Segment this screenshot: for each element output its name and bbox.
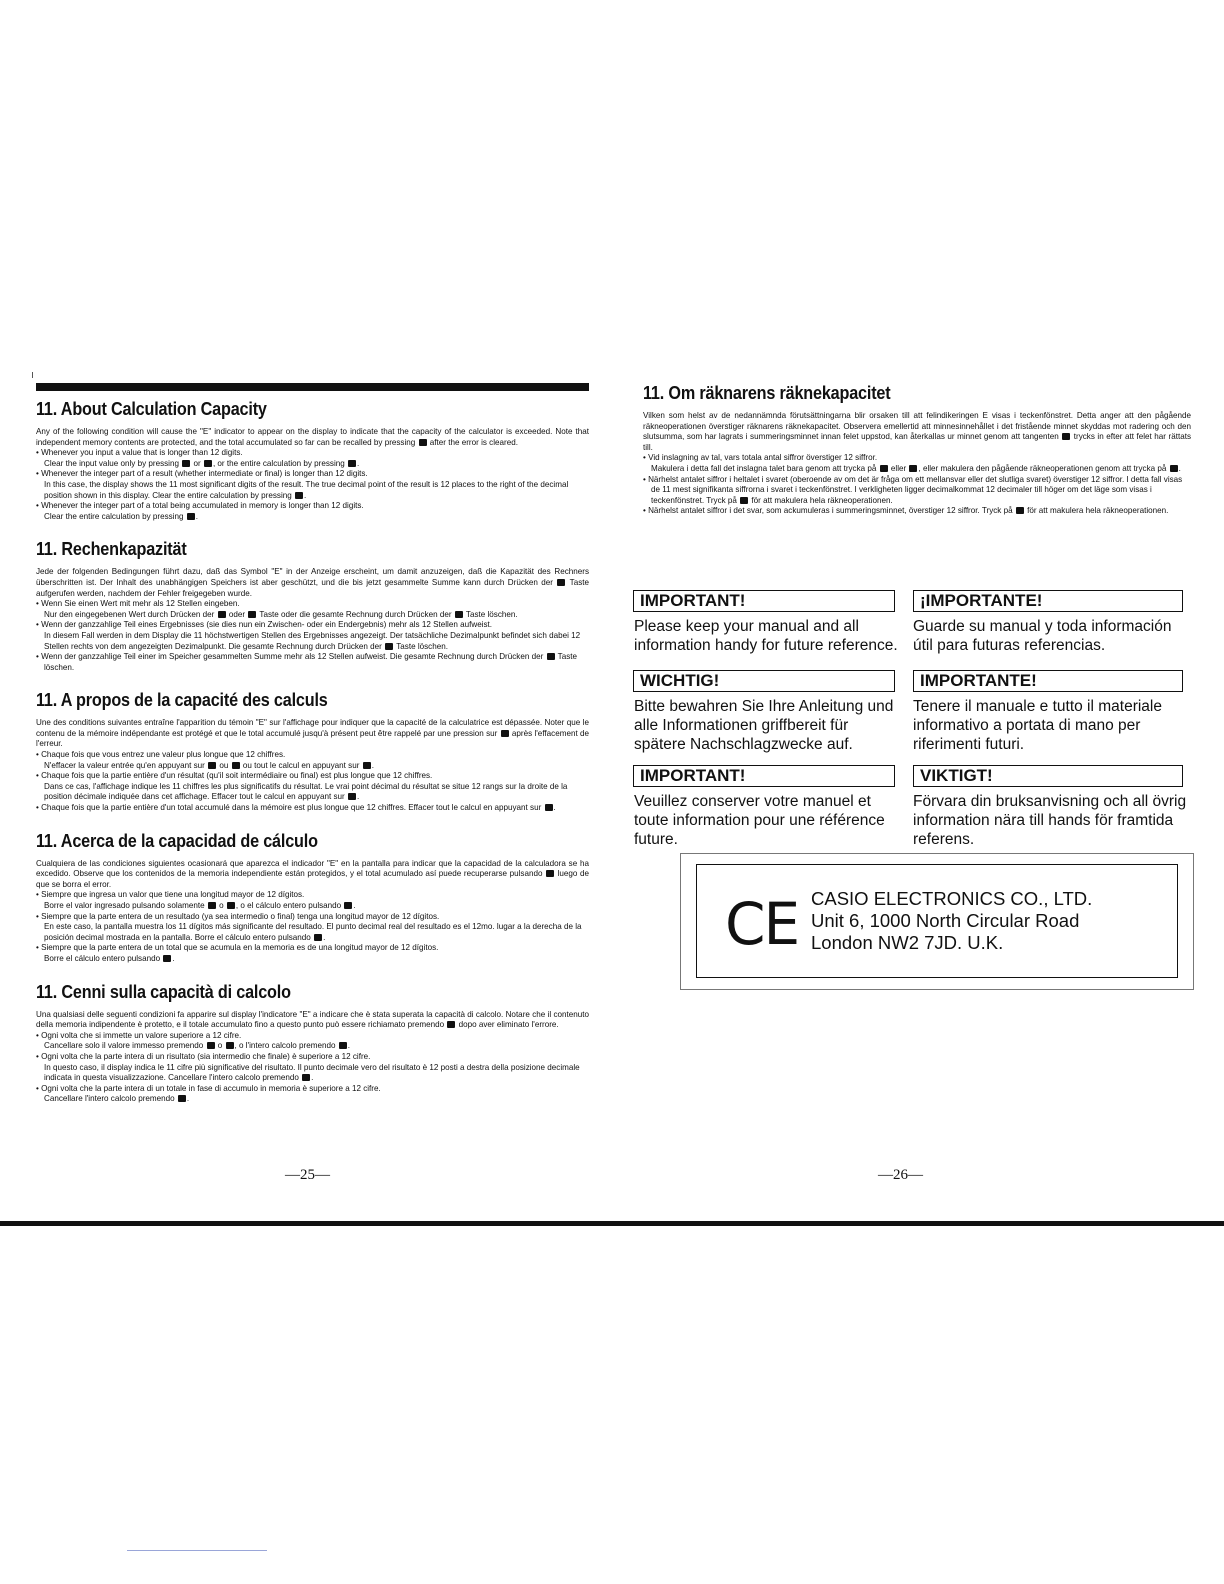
bullet-item: • Ogni volta che si immette un valore superiore a 12 cifre. (36, 1030, 242, 1040)
bullet-detail: Clear the entire calculation by pressing . (44, 511, 198, 521)
bullet-detail: Borre el cálculo entero pulsando . (44, 953, 175, 963)
capacity-section (36, 982, 589, 1105)
important-de-text: Bitte bewahren Sie Ihre Anleitung und alle Informationen griffbereit für spätere Nachschlagzwecke auf. (634, 698, 894, 753)
bullet-item: • Vid inslagning av tal, vars totala antal siffror överstiger 12 siffror. (643, 453, 878, 463)
calculator-key-icon (545, 804, 553, 811)
bullet-item: • Whenever you input a value that is longer than 12 digits. (36, 448, 243, 458)
bullet-detail: Cancellare l'intero calcolo premendo . (44, 1094, 190, 1104)
section-intro: Vilken som helst av de nedannämnda förutsättningarna blir orsaken till att felindikeringen E visas i teckenfönstret. Detta anger att den pågående räkneoperationen överstiger räknarens räknekapacitet. Observera emellertid att minnesinnehållet i det fristående minnet skyddas mot radering och den slutsumma, som har lagrats i summeringsminnet innan felet uppstod, kan återkallas ur minnet genom att tangenten trycks in efter att felet har rättats till. (643, 411, 1191, 452)
calculator-key-icon (248, 611, 256, 618)
important-en-title: IMPORTANT! (633, 590, 895, 612)
capacity-section (36, 690, 589, 813)
important-sv-text: Förvara din bruksanvisning och all övrig information nära till hands för framtida referens. (913, 793, 1187, 848)
important-de-title: WICHTIG! (633, 670, 895, 692)
calculator-key-icon (208, 762, 216, 769)
scan-mark (32, 372, 33, 378)
bullet-detail: En este caso, la pantalla muestra los 11 dígitos más significante del resultado. El punto decimal real del resultado es el 12mo. lugar a la derecha de la posición decimal mostrada en la pantalla. Borre el cálculo entero pulsando . (44, 922, 582, 942)
important-en-text: Please keep your manual and all information handy for future reference. (634, 618, 898, 654)
section-intro: Une des conditions suivantes entraîne l'apparition du témoin "E" sur l'affichage pour indiquer que la capacité de la calculatrice est dépassée. Noter que le contenu de la mémoire indépendante est protégé et que le total accumulé jusqu'à présent peut être rappelé par une pression sur après l'effacement de l'erreur. (36, 718, 590, 749)
bullet-detail: Makulera i detta fall det inslagna talet bara genom att trycka på eller , eller makulera den pågående räkneoperationen genom att trycka på . (651, 463, 1181, 473)
page-number-left: —25— (285, 1167, 330, 1183)
scan-line (127, 1550, 267, 1551)
important-it-text: Tenere il manuale e tutto il materiale informativo a portata di mano per riferimenti futuri. (913, 698, 1162, 753)
calculator-key-icon (226, 1042, 234, 1049)
calculator-key-icon (447, 1021, 455, 1028)
bullet-item: • Siempre que la parte entera de un total que se acumula en la memoria es de una longitud mayor de 12 dígitos. (36, 943, 439, 953)
bullet-item: • Wenn der ganzzahlige Teil einer im Speicher gesammelten Summe mehr als 12 Stellen aufweist. Die gesamte Rechnung durch Drücken der Taste löschen. (36, 652, 578, 672)
bullet-item: • Siempre que ingresa un valor que tiene una longitud mayor de 12 dígitos. (36, 890, 305, 900)
bullet-detail: N'effacer la valeur entrée qu'en appuyant sur ou ou tout le calcul en appuyant sur . (44, 760, 374, 770)
section-intro: Cualquiera de las condiciones siguientes ocasionará que aparezca el indicador "E" en la pantalla para indicar que la capacidad de la calculadora se ha excedido. Observe que los contenidos de la memoria independiente están protegidos, y el total acumulado así puede recuperarse pulsando luego de que se borra el error. (36, 858, 589, 889)
calculator-key-icon (344, 902, 352, 909)
important-sv-title: VIKTIGT! (913, 765, 1183, 787)
page-number-right: —26— (878, 1167, 923, 1183)
bullet-item: • Närhelst antalet siffror i heltalet i svaret (oberoende av om det är fråga om ett mellansvar eller det slutliga svaret) överstiger 12 siffror. I detta fall visas de 11 mest signifikanta siffrorna i svaret i teckenfönstret. I verkligheten ligger decimalkommat 12 decimaler till höger om det läge som visas i teckenfönstret. Tryck på för att makulera hela räkneoperationen. (643, 474, 1183, 505)
left-page-content (36, 399, 589, 1122)
calculator-key-icon (419, 439, 427, 446)
calculator-key-icon (187, 513, 195, 520)
bottom-rule (0, 1221, 1224, 1226)
calculator-key-icon (339, 1042, 347, 1049)
bullet-item: • Ogni volta che la parte intera di un totale in fase di accumulo in memoria è superiore a 12 cifre. (36, 1083, 381, 1093)
capacity-section (36, 831, 589, 965)
bullet-item: • Siempre que la parte entera de un resultado (ya sea intermedio o final) tenga una longitud mayor de 12 dígitos. (36, 911, 440, 921)
bullet-detail: Cancellare solo il valore immesso premendo o , o l'intero calcolo premendo . (44, 1041, 350, 1051)
calculator-key-icon (557, 579, 565, 586)
bullet-item: • Whenever the integer part of a result (whether intermediate or final) is longer than 12 digits. (36, 469, 368, 479)
calculator-key-icon (218, 611, 226, 618)
calculator-key-icon (501, 730, 509, 737)
bullet-item: • Chaque fois que la partie entière d'un total accumulé dans la mémoire est plus longue que 12 chiffres. Effacer tout le calcul en appuyant sur . (36, 803, 556, 813)
bullet-detail: Nur den eingegebenen Wert durch Drücken der oder Taste oder die gesamte Rechnung durch Drücken der Taste löschen. (44, 609, 518, 619)
swedish-section (643, 383, 1191, 534)
section-heading: 11. A propos de la capacité des calculs (36, 690, 328, 711)
section-heading: 11. About Calculation Capacity (36, 399, 267, 419)
calculator-key-icon (182, 460, 190, 467)
capacity-section (36, 399, 589, 522)
top-rule (36, 383, 589, 391)
section-heading: 11. Om räknarens räknekapacitet (643, 383, 891, 403)
calculator-key-icon (178, 1095, 186, 1102)
address-line-1: CASIO ELECTRONICS CO., LTD. (811, 888, 1093, 909)
important-es-title: ¡IMPORTANTE! (913, 590, 1183, 612)
bullet-item: • Whenever the integer part of a total being accumulated in memory is longer than 12 digits. (36, 501, 364, 511)
calculator-key-icon (348, 793, 356, 800)
calculator-key-icon (547, 653, 555, 660)
important-es-text: Guarde su manual y toda información útil para futuras referencias. (913, 618, 1172, 654)
ce-mark-icon: CE (725, 890, 799, 958)
bullet-item: • Ogni volta che la parte intera di un risultato (sia intermedio che finale) è superiore a 12 cifre. (36, 1051, 371, 1061)
calculator-key-icon (207, 1042, 215, 1049)
calculator-key-icon (1016, 507, 1024, 514)
calculator-key-icon (455, 611, 463, 618)
calculator-key-icon (1062, 433, 1070, 440)
calculator-key-icon (546, 870, 554, 877)
calculator-key-icon (909, 465, 917, 472)
casio-address-box (696, 864, 1178, 978)
important-fr-title: IMPORTANT! (633, 765, 895, 787)
section-intro: Any of the following condition will cause the "E" indicator to appear on the display to indicate that the capacity of the calculator is exceeded. Note that independent memory contents are protected, and the total accumulated so far can be recalled by pressing after the error is cleared. (36, 427, 589, 447)
bullet-item: • Chaque fois que la partie entière d'un résultat (qu'il soit intermédiaire ou final) est plus longue que 12 chiffres. (36, 771, 433, 781)
address-line-3: London NW2 7JD. U.K. (811, 932, 1004, 953)
bullet-detail: In diesem Fall werden in dem Display die 11 höchstwertigen Stellen des Ergebnisses angezeigt. Der tatsächliche Dezimalpunkt befindet sich dabei 12 Stellen rechts von dem angezeigten Dezimalpunkt. Die gesamte Rechnung durch Drücken der Taste löschen. (44, 630, 581, 651)
bullet-detail: Dans ce cas, l'affichage indique les 11 chiffres les plus significatifs du résultat. Le vrai point décimal du résultat se situe 12 rangs sur la droite de la position décimale indiquée dans cet affichage. Effacer tout le calcul en appuyant sur . (44, 781, 568, 802)
calculator-key-icon (348, 460, 356, 467)
capacity-section (36, 539, 589, 673)
calculator-key-icon (163, 955, 171, 962)
bullet-item: • Wenn Sie einen Wert mit mehr als 12 Stellen eingeben. (36, 599, 240, 609)
calculator-key-icon (385, 643, 393, 650)
bullet-item: • Närhelst antalet siffror i det svar, som ackumuleras i summeringsminnet, överstiger 12 siffror. Tryck på för att makulera hela räkneoperationen. (643, 506, 1169, 516)
bullet-item: • Wenn der ganzzahlige Teil eines Ergebnisses (sie dies nun ein Zwischen- oder ein Endergebnis) mehr als 12 Stellen aufweist. (36, 620, 493, 630)
important-it-title: IMPORTANTE! (913, 670, 1183, 692)
calculator-key-icon (227, 902, 235, 909)
casio-address-frame (680, 853, 1194, 990)
calculator-key-icon (302, 1074, 310, 1081)
calculator-key-icon (363, 762, 371, 769)
casio-address (811, 888, 1092, 954)
calculator-key-icon (314, 934, 322, 941)
address-line-2: Unit 6, 1000 North Circular Road (811, 910, 1080, 931)
calculator-key-icon (232, 762, 240, 769)
capacity-section (643, 383, 1191, 517)
section-intro: Jede der folgenden Bedingungen führt dazu, daß das Symbol "E" in der Anzeige erscheint, um damit anzuzeigen, daß die Kapazität des Rechners überschritten ist. Der Inhalt des unabhängigen Speichers ist aber geschützt, und die bis jetzt gesammelte Summe kann durch Drücken der Taste aufgerufen werden, nachdem der Fehler freigegeben wurde. (36, 567, 589, 598)
bullet-detail: Clear the input value only by pressing or , or the entire calculation by pressing . (44, 458, 360, 468)
section-heading: 11. Acerca de la capacidad de cálculo (36, 830, 318, 851)
bullet-item: • Chaque fois que vous entrez une valeur plus longue que 12 chiffres. (36, 750, 286, 760)
section-heading: 11. Cenni sulla capacità di calcolo (36, 981, 291, 1002)
section-intro: Una qualsiasi delle seguenti condizioni fa apparire sul display l'indicatore "E" a indicare che è stata superata la capacità di calcolo. Notare che il contenuto della memoria indipendente è protetto, e il totale accumulato fino a questo punto può essere richiamato premendo dopo aver eliminato l'errore. (36, 1009, 589, 1030)
calculator-key-icon (295, 492, 303, 499)
calculator-key-icon (208, 902, 216, 909)
bullet-detail: In this case, the display shows the 11 most significant digits of the result. The true decimal point of the result is 12 places to the right of the decimal position shown in this display. Clear the entire calculation by pressing . (44, 479, 569, 500)
bullet-detail: In questo caso, il display indica le 11 cifre più significative del risultato. Il punto decimale vero del risultato è 12 posti a destra della posizione decimale indicata in questa visualizzazione. Cancellare l'intero calcolo premendo . (44, 1062, 580, 1083)
calculator-key-icon (880, 465, 888, 472)
calculator-key-icon (740, 497, 748, 504)
bullet-detail: Borre el valor ingresado pulsando solamente o , o el cálculo entero pulsando . (44, 901, 356, 910)
calculator-key-icon (204, 460, 212, 467)
calculator-key-icon (1170, 465, 1178, 472)
section-heading: 11. Rechenkapazität (36, 539, 187, 560)
important-fr-text: Veuillez conserver votre manuel et toute information pour une référence future. (634, 793, 885, 848)
